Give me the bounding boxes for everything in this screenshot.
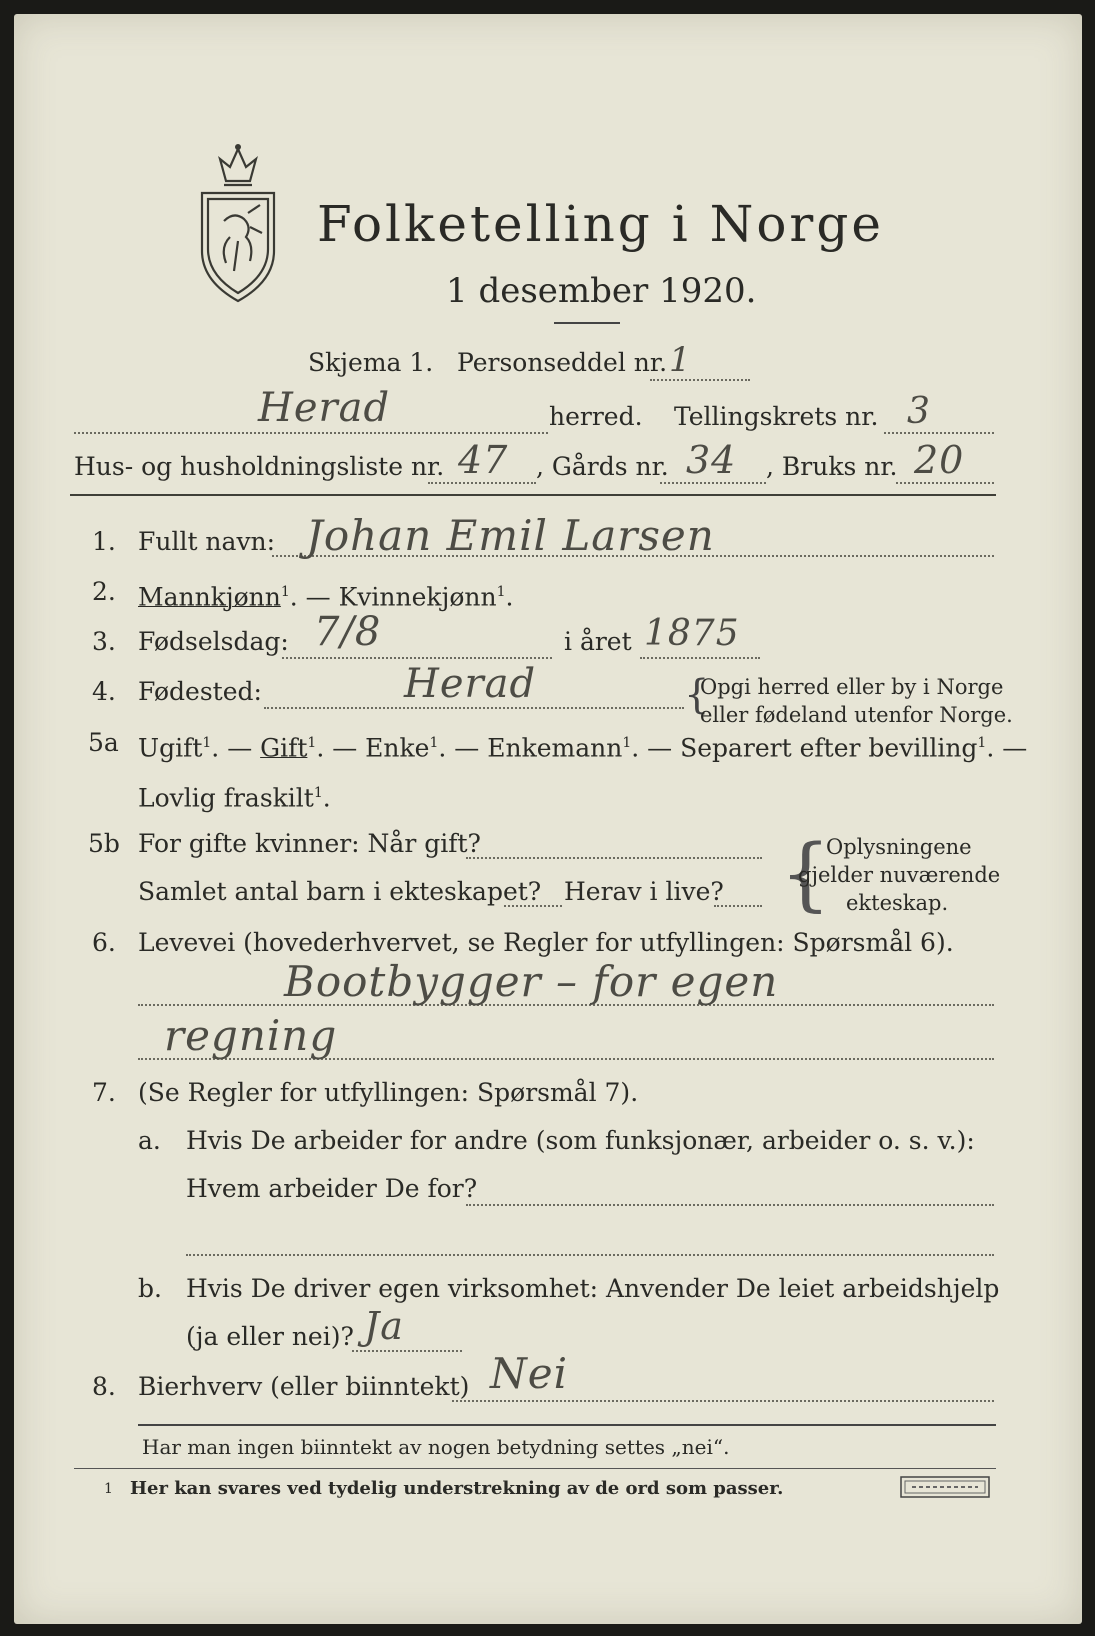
footnote-mark: 1 bbox=[313, 785, 323, 801]
separator: . — bbox=[986, 733, 1028, 763]
q7-number: 7. bbox=[92, 1078, 116, 1107]
q2-options bbox=[138, 577, 513, 612]
footnote-text: Her kan svares ved tydelig understrekning av de ord som passer. bbox=[130, 1478, 784, 1499]
q3-year-label: i året bbox=[564, 627, 632, 656]
q7b-line bbox=[352, 1350, 462, 1352]
q5b-note-line3: ekteskap. bbox=[846, 891, 949, 915]
gards-label: , Gårds nr. bbox=[536, 452, 669, 481]
q1-value[interactable]: Johan Emil Larsen bbox=[306, 511, 715, 560]
q7a-question: Hvem arbeider De for? bbox=[186, 1174, 478, 1203]
separert-option[interactable]: . — Separert efter bevilling bbox=[631, 733, 978, 763]
hus-label: Hus- og husholdningsliste nr. bbox=[74, 452, 445, 481]
census-form bbox=[14, 14, 1082, 1624]
q3-date-line bbox=[282, 657, 552, 659]
gards-nr-value[interactable]: 34 bbox=[686, 438, 737, 482]
q8-label: Bierhverv (eller biinntekt) bbox=[138, 1372, 470, 1401]
q7-label: (Se Regler for utfyllingen: Spørsmål 7). bbox=[138, 1078, 639, 1107]
q5a-line2 bbox=[138, 778, 331, 813]
q5a-options bbox=[138, 728, 1027, 763]
person-label: Personseddel nr. bbox=[457, 348, 668, 377]
q5b-label1: For gifte kvinner: Når gift? bbox=[138, 829, 481, 858]
q1-label: Fullt navn: bbox=[138, 527, 276, 556]
bottom-note: Har man ingen biinntekt av nogen betydning settes „nei“. bbox=[142, 1435, 730, 1459]
enkemann-option[interactable]: . — Enkemann bbox=[438, 733, 623, 763]
separator: . — bbox=[211, 733, 261, 763]
q4-value[interactable]: Herad bbox=[404, 661, 537, 707]
q5b-note-line2: gjelder nuværende bbox=[798, 863, 1001, 887]
q4-note-line2: eller fødeland utenfor Norge. bbox=[700, 703, 1013, 727]
gift-option[interactable]: Gift bbox=[260, 733, 308, 763]
q1-number: 1. bbox=[92, 527, 116, 556]
q3-date-value[interactable]: 7/8 bbox=[314, 609, 382, 655]
q7b-value[interactable]: Ja bbox=[364, 1304, 404, 1348]
separator: . — bbox=[289, 582, 339, 612]
q6-value2[interactable]: regning bbox=[164, 1011, 338, 1060]
person-nr-line bbox=[650, 379, 750, 381]
tellingskrets-label: Tellingskrets nr. bbox=[674, 402, 879, 431]
q5b-alive-line bbox=[714, 905, 762, 907]
q3-year-value[interactable]: 1875 bbox=[644, 613, 740, 654]
footnote-mark: 1 bbox=[104, 1481, 113, 1497]
q5b-note-brace: { bbox=[780, 827, 831, 920]
herred-line bbox=[74, 432, 548, 434]
herred-label: herred. bbox=[549, 402, 643, 431]
q5b-number: 5b bbox=[88, 829, 120, 858]
q5b-note-line1: Oplysningene bbox=[826, 835, 972, 859]
form-title: Folketelling i Norge bbox=[317, 195, 884, 253]
q7b-letter: b. bbox=[138, 1274, 162, 1303]
ugift-option[interactable]: Ugift bbox=[138, 733, 203, 763]
q4-line bbox=[264, 707, 684, 709]
herred-value[interactable]: Herad bbox=[258, 385, 391, 431]
q5b-label3: Herav i live? bbox=[564, 877, 724, 906]
q8-number: 8. bbox=[92, 1372, 116, 1401]
q5b-children-line bbox=[504, 905, 562, 907]
footnote-mark: 1 bbox=[202, 735, 212, 751]
footnote-mark: 1 bbox=[496, 584, 506, 600]
form-date: 1 desember 1920. bbox=[446, 271, 757, 311]
q8-value[interactable]: Nei bbox=[490, 1349, 569, 1398]
q2-number: 2. bbox=[92, 577, 116, 606]
footnote-mark: 1 bbox=[429, 735, 439, 751]
bruks-label: , Bruks nr. bbox=[766, 452, 898, 481]
hus-nr-value[interactable]: 47 bbox=[458, 438, 509, 482]
footnote-divider bbox=[74, 1468, 996, 1469]
q7a-line2 bbox=[186, 1254, 994, 1256]
q8-line bbox=[452, 1400, 994, 1402]
enke-option[interactable]: . — Enke bbox=[316, 733, 430, 763]
q6-label: Levevei (hovederhvervet, se Regler for utfyllingen: Spørsmål 6). bbox=[138, 928, 954, 957]
q3-year-line bbox=[640, 657, 760, 659]
q5a-number: 5a bbox=[88, 728, 119, 757]
kvinnekjonn-option[interactable]: Kvinnekjønn bbox=[338, 582, 497, 612]
header-divider bbox=[70, 494, 996, 496]
tellingskrets-line bbox=[884, 432, 994, 434]
hus-nr-line bbox=[428, 482, 536, 484]
mannkjonn-option[interactable]: Mannkjønn bbox=[138, 582, 281, 612]
q6-number: 6. bbox=[92, 928, 116, 957]
title-divider bbox=[554, 322, 620, 324]
q6-value1[interactable]: Bootbygger – for egen bbox=[284, 957, 779, 1006]
q3-label: Fødselsdag: bbox=[138, 627, 289, 656]
q5b-married-line bbox=[466, 857, 762, 859]
period: . bbox=[505, 582, 514, 612]
norway-coat-of-arms-icon bbox=[190, 141, 286, 305]
bruks-nr-line bbox=[896, 482, 994, 484]
bruks-nr-value[interactable]: 20 bbox=[914, 438, 965, 482]
q4-label: Fødested: bbox=[138, 677, 262, 706]
q5b-label2: Samlet antal barn i ekteskapet? bbox=[138, 877, 542, 906]
gards-nr-line bbox=[660, 482, 766, 484]
schema-label: Skjema 1. bbox=[308, 348, 434, 377]
q7a-line1 bbox=[466, 1204, 994, 1206]
printer-stamp-icon bbox=[900, 1476, 990, 1498]
q3-number: 3. bbox=[92, 627, 116, 656]
q4-note-brace: { bbox=[684, 672, 710, 718]
footnote-mark: 1 bbox=[307, 735, 317, 751]
person-nr-value[interactable]: 1 bbox=[669, 340, 692, 380]
q7b-question: (ja eller nei)? bbox=[186, 1322, 354, 1351]
q7a-text: Hvis De arbeider for andre (som funksjonær, arbeider o. s. v.): bbox=[186, 1126, 975, 1155]
q4-note-line1: Opgi herred eller by i Norge bbox=[700, 675, 1004, 699]
q7a-letter: a. bbox=[138, 1126, 161, 1155]
bottom-divider bbox=[138, 1424, 996, 1426]
period: . bbox=[322, 783, 331, 813]
tellingskrets-value[interactable]: 3 bbox=[907, 391, 931, 432]
lovlig-fraskilt-option[interactable]: Lovlig fraskilt bbox=[138, 783, 314, 813]
footnote-mark: 1 bbox=[280, 584, 290, 600]
footnote-mark: 1 bbox=[977, 735, 987, 751]
q7b-text: Hvis De driver egen virksomhet: Anvender De leiet arbeidshjelp bbox=[186, 1274, 1000, 1303]
footnote-mark: 1 bbox=[622, 735, 632, 751]
q4-number: 4. bbox=[92, 677, 116, 706]
